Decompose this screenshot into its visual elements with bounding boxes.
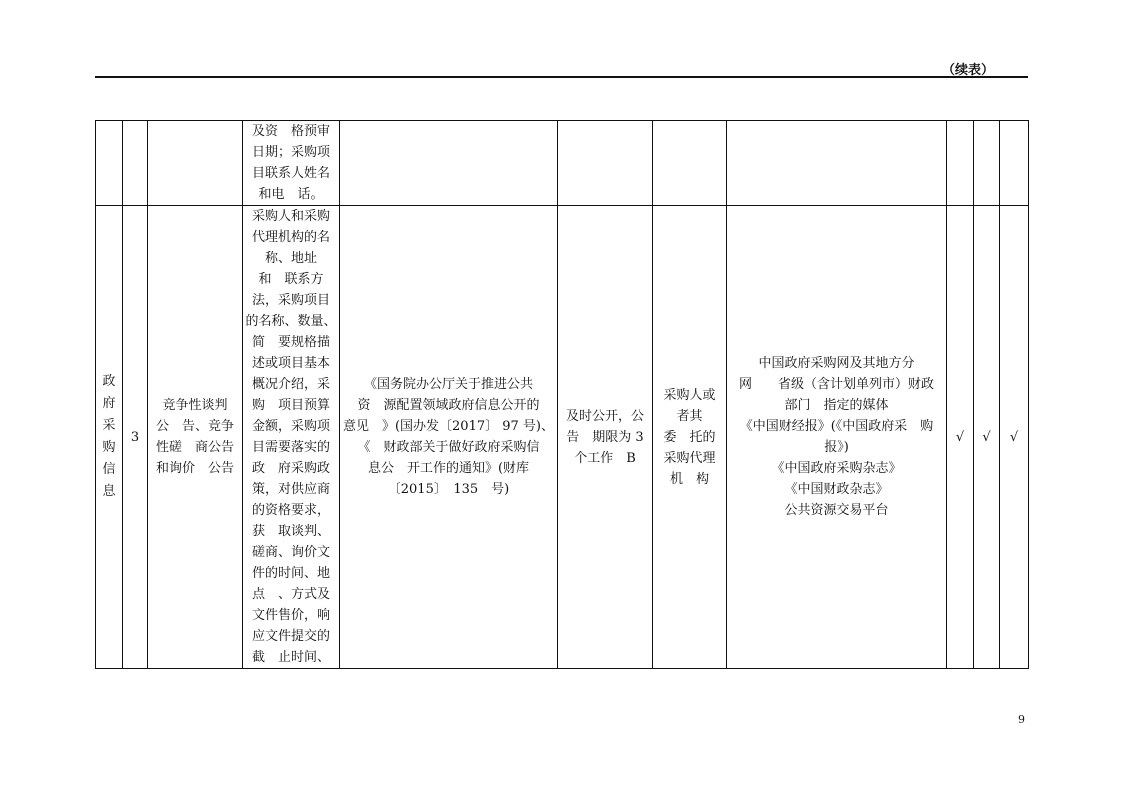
content-line: 金额，采购项 xyxy=(251,419,330,434)
content-line: 简 要规格描 xyxy=(251,335,330,350)
channel-line: 网 省级（含计划单列市）财政 xyxy=(738,377,934,392)
content-line: 称、地址 xyxy=(264,251,317,266)
check-cell xyxy=(1000,121,1029,206)
content-line: 购 项目预算 xyxy=(251,398,330,413)
item-line: 性磋 商公告 xyxy=(155,440,234,455)
continued-label: （续表） xyxy=(941,63,994,78)
subject-line: 采购代理 xyxy=(663,450,716,466)
basis-line: 息公 开工作的通知》(财库 xyxy=(367,461,530,476)
channel-line: 《中国财政杂志》 xyxy=(784,482,889,497)
timing-line: 告 期限为 3 xyxy=(566,429,644,445)
content-line: 和电 话。 xyxy=(258,187,324,202)
content-line: 的资格要求， xyxy=(251,503,330,518)
subject-cell xyxy=(653,206,727,669)
check-mark-icon: √ xyxy=(982,429,991,445)
content-line: 应文件提交的 xyxy=(251,629,330,644)
item-line: 竞争性谈判 xyxy=(162,398,228,413)
table-row xyxy=(96,206,1029,669)
subject-line: 机 构 xyxy=(669,471,709,487)
item-cell xyxy=(148,121,243,206)
content-line: 文件售价，响 xyxy=(251,608,330,623)
check-cell xyxy=(1000,206,1029,669)
item-cell xyxy=(148,206,243,669)
channel-cell xyxy=(727,121,947,206)
basis-line: 资 源配置领域政府信息公开的 xyxy=(357,398,540,413)
item-line: 公 告、竞争 xyxy=(155,419,234,434)
timing-cell xyxy=(558,121,653,206)
timing-line: 个工作 B xyxy=(574,450,636,466)
header-rule xyxy=(95,76,1028,78)
content-line: 截 止时间、 xyxy=(251,650,330,665)
channel-line: 《中国政府采购杂志》 xyxy=(771,461,902,476)
basis-cell xyxy=(340,206,558,669)
content-line: 采购人和采购 xyxy=(251,209,330,224)
content-line: 目联系人姓名 xyxy=(251,166,330,181)
subject-line: 委 托的 xyxy=(663,429,716,445)
content-cell xyxy=(243,121,340,206)
content-line: 法，采购项目 xyxy=(251,293,330,308)
channel-line: 《中国财经报》(《中国政府采 购 xyxy=(739,419,934,434)
content-line: 和 联系方 xyxy=(258,272,324,287)
subject-line: 者其 xyxy=(676,408,703,424)
item-line: 和询价 公告 xyxy=(155,461,234,476)
check-cell xyxy=(947,206,974,669)
check-mark-icon: √ xyxy=(1009,429,1019,445)
channel-line: 公共资源交易平台 xyxy=(784,503,889,518)
content-line: 概况介绍，采 xyxy=(251,377,330,392)
check-cell xyxy=(974,206,1000,669)
basis-line: 《国务院办公厅关于推进公共 xyxy=(363,377,533,392)
basis-line: 意见 》(国办发〔2017〕 97 号)、 xyxy=(342,419,555,434)
index-cell: 3 xyxy=(123,206,148,669)
content-line: 件的时间、地 xyxy=(251,566,330,581)
content-line: 目需要落实的 xyxy=(251,440,330,455)
content-line: 点 、方式及 xyxy=(251,587,330,602)
category-cell xyxy=(96,121,123,206)
timing-line: 及时公开，公 xyxy=(565,408,644,424)
content-line: 日期；采购项 xyxy=(251,145,330,160)
subject-cell xyxy=(653,121,727,206)
check-mark-icon: √ xyxy=(955,429,965,445)
content-line: 代理机构的名 xyxy=(251,230,330,245)
subject-line: 采购人或 xyxy=(663,387,716,403)
content-line: 的名称、数量、 xyxy=(245,314,337,329)
channel-line: 中国政府采购网及其地方分 xyxy=(758,356,915,371)
basis-cell xyxy=(340,121,558,206)
content-line: 述或项目基本 xyxy=(251,356,330,371)
content-line: 获 取谈判、 xyxy=(251,524,330,539)
check-cell xyxy=(974,121,1000,206)
content-cell xyxy=(243,206,340,669)
basis-line: 〔2015〕 135 号) xyxy=(387,482,510,497)
category-cell: 政 府 采 购 信 息 xyxy=(96,206,123,669)
check-cell xyxy=(947,121,974,206)
content-line: 磋商、询价文 xyxy=(251,545,330,560)
index-cell xyxy=(123,121,148,206)
disclosure-table xyxy=(95,120,1029,669)
page-number: 9 xyxy=(1018,713,1025,726)
channel-line: 部门 指定的媒体 xyxy=(784,398,889,413)
content-line: 及资 格预审 xyxy=(251,124,330,139)
table-row xyxy=(96,121,1029,206)
channel-cell xyxy=(727,206,947,669)
basis-line: 《 财政部关于做好政府采购信 xyxy=(357,440,540,455)
content-line: 政 府采购政 xyxy=(251,461,330,476)
content-line: 策，对供应商 xyxy=(251,482,330,497)
timing-cell xyxy=(558,206,653,669)
channel-line: 报》) xyxy=(824,440,849,455)
